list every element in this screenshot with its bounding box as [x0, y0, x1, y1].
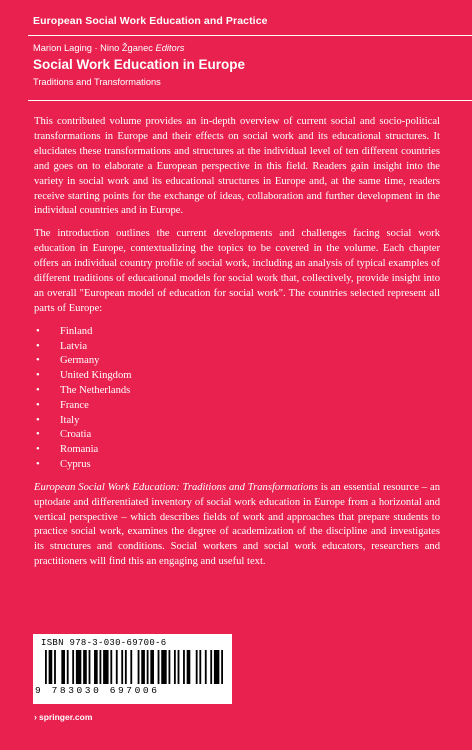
blurb-paragraph-3 [34, 481, 440, 570]
isbn-label: ISBN 978-3-030-69700-6 [41, 638, 167, 648]
book-title-italic: European Social Work Education: Traditions and Transformations [34, 481, 318, 493]
editors-line [33, 43, 184, 53]
barcode-bar [183, 650, 185, 684]
barcode-bar [210, 650, 212, 684]
country-list [34, 325, 440, 473]
country-item: • Cyprus [34, 458, 440, 473]
barcode-bar [158, 650, 160, 684]
editors-names: Marion Laging · Nino Žganec [33, 43, 153, 53]
country-item: • United Kingdom [34, 369, 440, 384]
barcode-bar [141, 650, 145, 684]
country-item: • Germany [34, 354, 440, 369]
barcode-bar [89, 650, 91, 684]
barcode-bar [178, 650, 180, 684]
blurb-paragraph-1: This contributed volume provides an in-depth overview of current social and socio-political transformations in Europe and their effects on social work and its educational structures. It elucidates these transformations and structures at the individual level of ten different countries and goes on to elaborate a European perspective in this field. Readers gain insight into the variety in social work and its educational structures in Europe and, at the same time, readers receive starting points for the exchange of ideas, collaboration and further development in the individual countries and in Europe. [34, 116, 440, 217]
blurb [34, 115, 440, 578]
country-item: • Croatia [34, 428, 440, 443]
book-title: Social Work Education in Europe [33, 57, 246, 72]
barcode-bar [150, 650, 154, 684]
barcode-bar [76, 650, 81, 684]
barcode-bar [116, 650, 118, 684]
barcode-bar [61, 650, 65, 684]
barcode-bar [121, 650, 123, 684]
barcode-bar [169, 650, 171, 684]
publisher-website[interactable] [34, 712, 92, 722]
country-item: • France [34, 399, 440, 414]
barcode-digits: 9 783030 697006 [35, 685, 160, 696]
barcode-bar [205, 650, 207, 684]
barcode-bar [54, 650, 56, 684]
barcode-bar [147, 650, 149, 684]
arrow-icon: › [34, 712, 37, 722]
barcode-bar [161, 650, 166, 684]
top-divider [28, 35, 472, 36]
barcode-bar [49, 650, 53, 684]
barcode-bar [196, 650, 198, 684]
header-divider [28, 100, 472, 101]
barcode-bar [83, 650, 87, 684]
barcode-bar [138, 650, 140, 684]
barcode-bar [45, 650, 47, 684]
barcode-bar [130, 650, 132, 684]
website-label: springer.com [39, 712, 93, 722]
barcode-bars [45, 650, 223, 684]
editors-role: Editors [155, 43, 185, 53]
barcode-bar [72, 650, 74, 684]
blurb-paragraph-3-text: is an essential resource – an uptodate and differentiated inventory of social work education in Europe from a horizontal and vertical perspective – which describes fields of work and approaches that prepare students to practice social work, examines the degree of academization of the discipline and investigates its structures and conditions. Social workers and social work educators, researchers and practitioners will find this an engaging and useful text. [34, 481, 440, 568]
barcode-bar [99, 650, 101, 684]
barcode-bar [94, 650, 98, 684]
country-item: • Romania [34, 443, 440, 458]
country-item: • Italy [34, 414, 440, 429]
barcode-bar [125, 650, 127, 684]
country-item: • Finland [34, 325, 440, 340]
blurb-paragraph-2: The introduction outlines the current developments and challenges facing social work education in Europe, contextualizing the topics to be covered in the volume. Each chapter offers an individual country profile of social work, including an analysis of typical examples of different traditions of educational models for social work that, collectively, provide insight into an overall "European model of education for social work". The countries selected represent all parts of Europe: [34, 228, 440, 314]
barcode-bar [110, 650, 112, 684]
barcode-bar [199, 650, 201, 684]
barcode-bar [214, 650, 219, 684]
barcode-bar [187, 650, 191, 684]
barcode-bar [174, 650, 176, 684]
book-subtitle: Traditions and Transformations [33, 77, 161, 87]
barcode-bar [221, 650, 223, 684]
barcode-bar [103, 650, 108, 684]
isbn-barcode [33, 634, 232, 704]
series-title: European Social Work Education and Practice [33, 15, 268, 27]
country-item: • Latvia [34, 340, 440, 355]
barcode-bar [67, 650, 69, 684]
country-item: • The Netherlands [34, 384, 440, 399]
